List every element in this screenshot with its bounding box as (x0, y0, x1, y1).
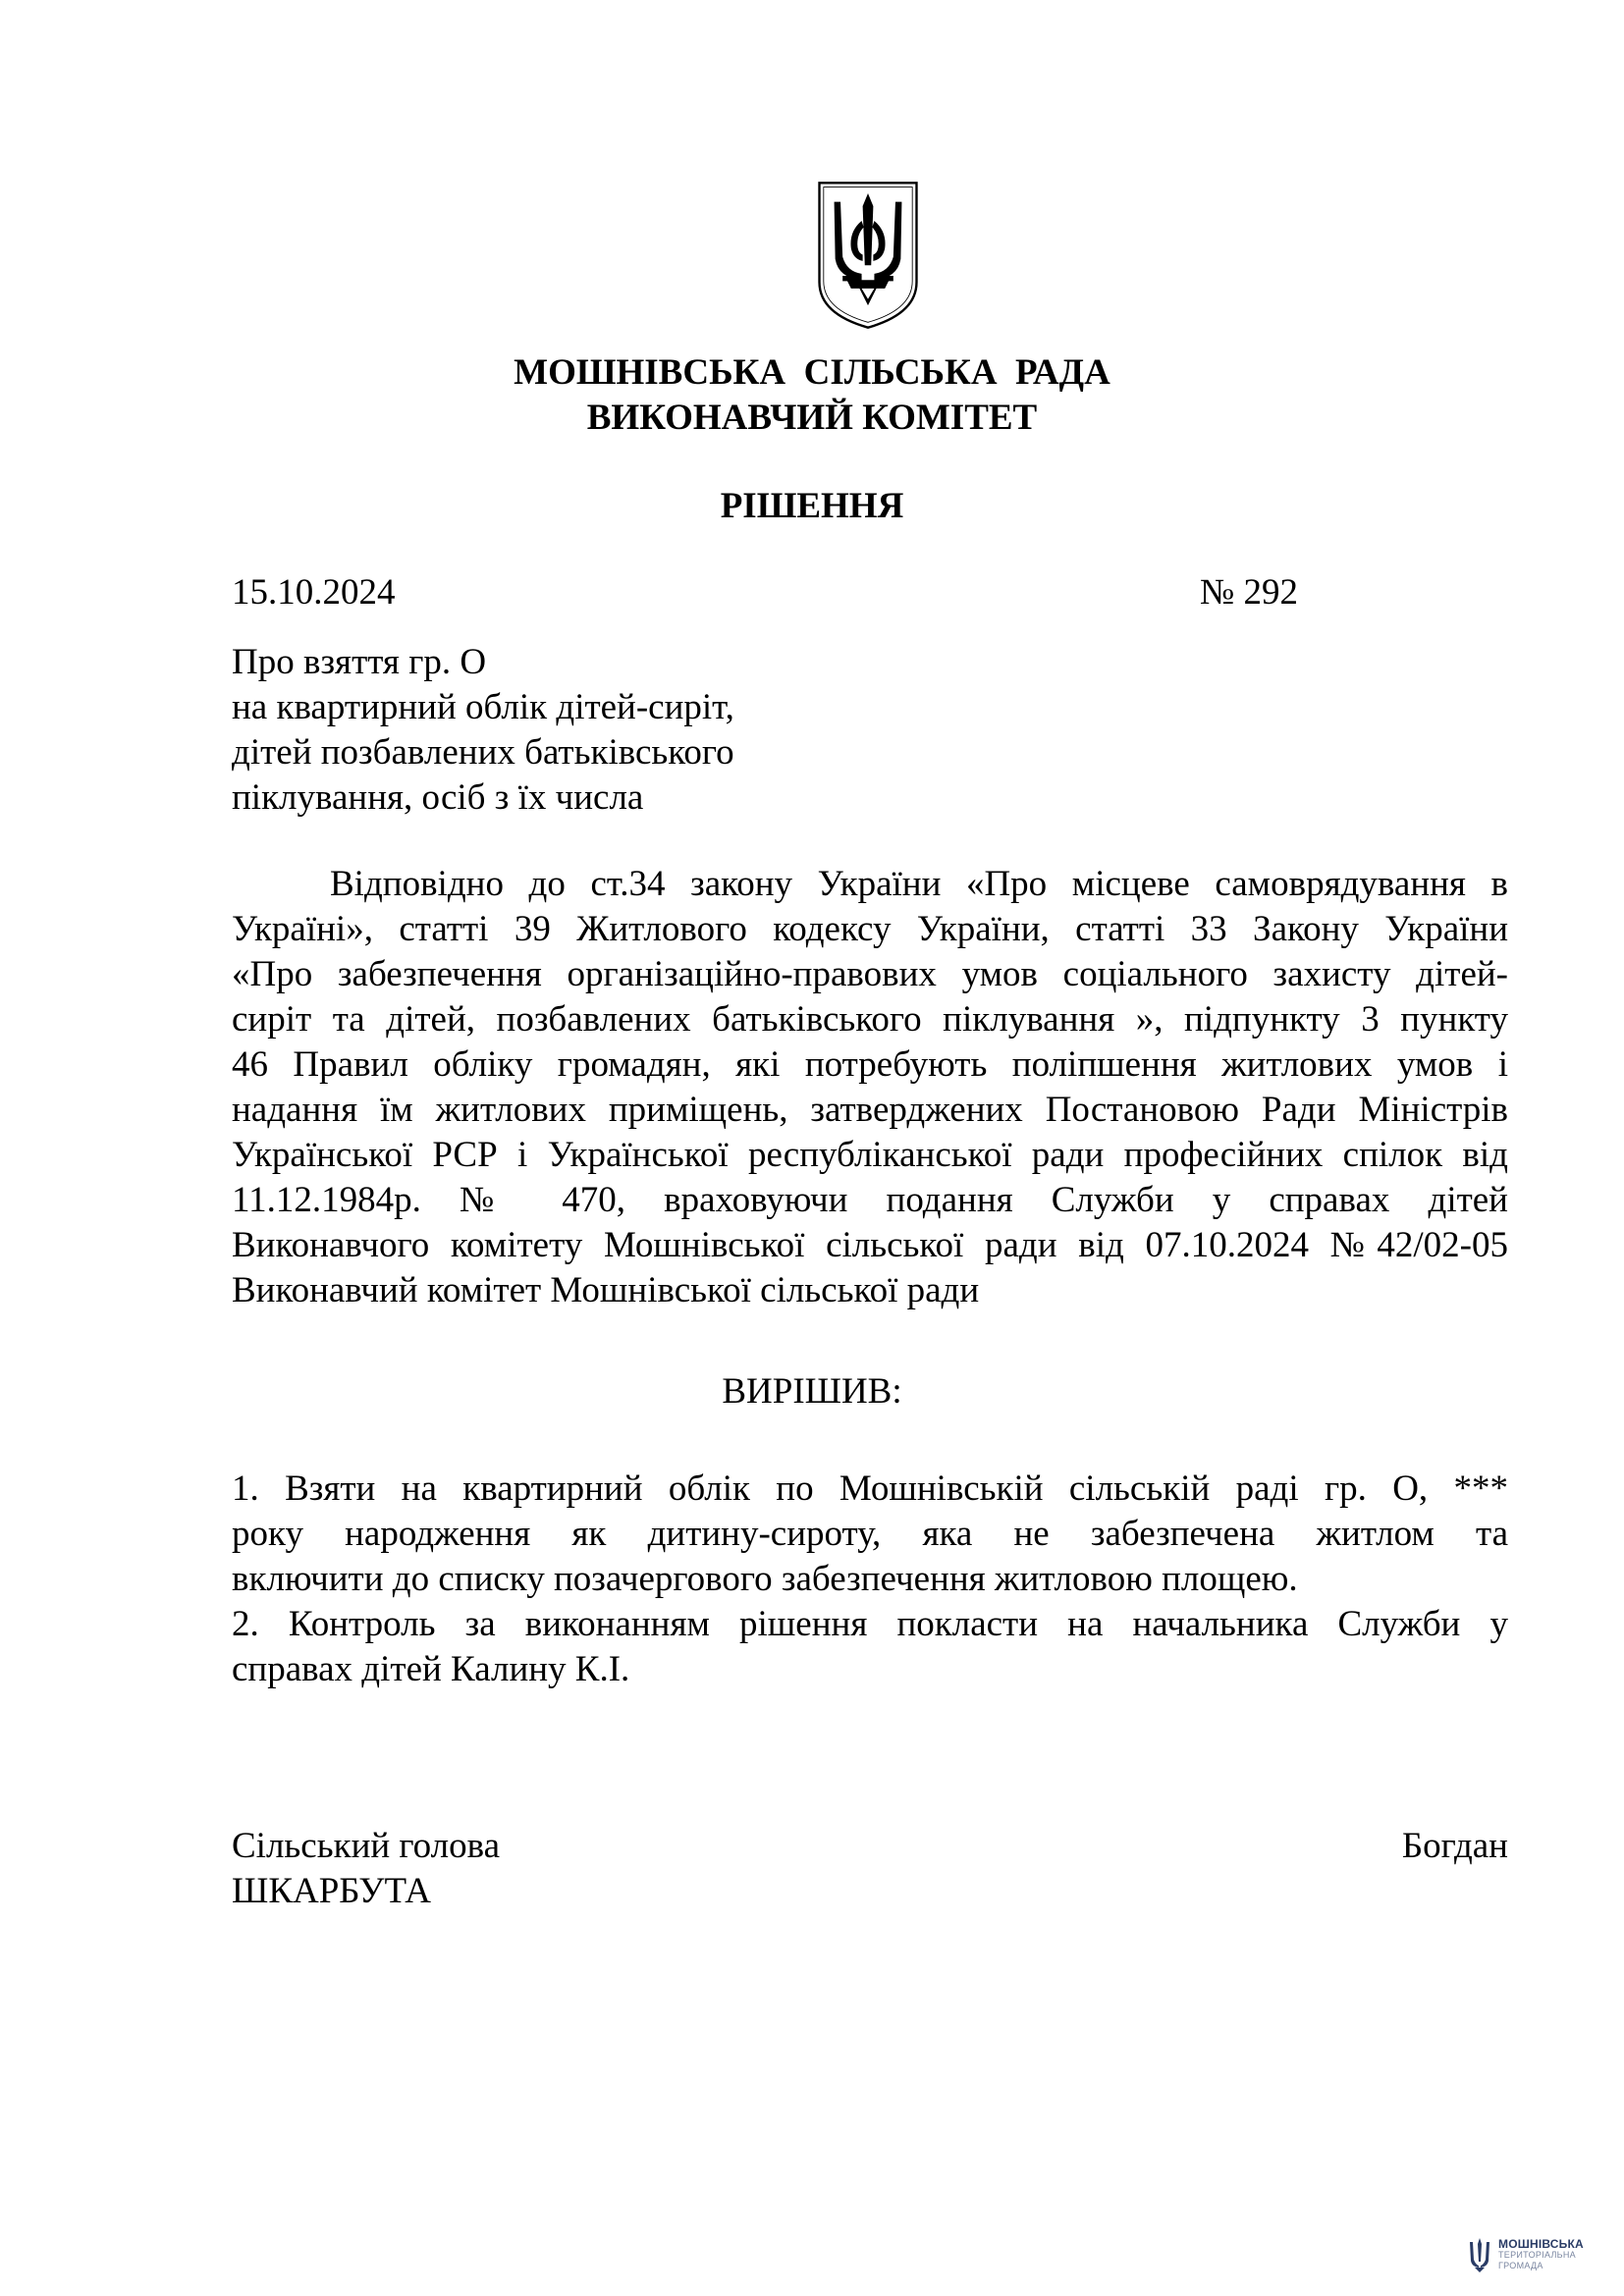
item-line: 2. Контроль за виконанням рішення покласти на начальника Служби у (232, 1604, 1508, 1644)
preamble-line: сиріт та дітей, позбавлених батьківського піклування », підпункту 3 пункту (232, 999, 1508, 1040)
preamble-line: Виконавчий комітет Мошнівської сільської ради (232, 1270, 980, 1310)
logo-line-2: ТЕРИТОРІАЛЬНА (1498, 2249, 1576, 2260)
item-line: справах дітей Калину К.І. (232, 1649, 630, 1689)
decision-date: 15.10.2024 (232, 572, 396, 613)
item-line: 1. Взяти на квартирний облік по Мошнівській сільській раді гр. О, *** (232, 1468, 1508, 1509)
preamble-line: Української РСР і Української республіканської ради професійних спілок від (232, 1135, 1508, 1175)
subject-line: Про взяття гр. О (232, 642, 487, 682)
decision-subject (232, 640, 734, 821)
community-logo (1467, 2236, 1584, 2273)
signer-title: Сільський голова (232, 1826, 501, 1866)
decision-number: № 292 (1200, 572, 1299, 613)
subject-line: дітей позбавлених батьківського (232, 732, 734, 773)
decision-items (232, 1467, 1508, 1692)
subject-line: піклування, осіб з їх числа (232, 777, 644, 818)
preamble-line: «Про забезпечення організаційно-правових умов соціального захисту дітей- (232, 954, 1508, 994)
preamble-line: Україні», статті 39 Житлового кодексу України, статті 33 Закону України (232, 909, 1508, 949)
council-name: МОШНІВСЬКА СІЛЬСЬКА РАДА (514, 352, 1110, 393)
preamble-line: 46 Правил обліку громадян, які потребують поліпшення житлових умов і (232, 1044, 1508, 1085)
resolved-heading: ВИРІШИВ: (722, 1371, 902, 1412)
community-logo-text (1498, 2236, 1584, 2271)
preamble-paragraph (232, 862, 1508, 1313)
item-line: року народження як дитину-сироту, яка не забезпечена житлом та (232, 1514, 1508, 1554)
preamble-line: 11.12.1984р. № 470, враховуючи подання Служби у справах дітей (232, 1180, 1508, 1220)
preamble-line: надання їм житлових приміщень, затверджених Постановою Ради Міністрів (232, 1090, 1508, 1130)
signer-last-name: ШКАРБУТА (232, 1871, 431, 1911)
logo-line-1: МОШНІВСЬКА (1498, 2236, 1584, 2251)
committee-name: ВИКОНАВЧИЙ КОМІТЕТ (586, 398, 1038, 438)
signer-first-name: Богдан (1401, 1826, 1508, 1866)
item-line: включити до списку позачергового забезпечення житловою площею. (232, 1559, 1298, 1599)
trident-mini-icon (1467, 2236, 1492, 2273)
preamble-line: Виконавчого комітету Мошнівської сільської ради від 07.10.2024 №42/02-05 (232, 1225, 1508, 1265)
trident-coat-of-arms-icon (815, 179, 921, 332)
logo-line-3: ГРОМАДА (1498, 2260, 1543, 2270)
preamble-line: Відповідно до ст.34 закону України «Про місцеве самоврядування в (330, 864, 1508, 904)
subject-line: на квартирний облік дітей-сиріт, (232, 687, 734, 727)
document-type: РІШЕННЯ (720, 486, 904, 526)
